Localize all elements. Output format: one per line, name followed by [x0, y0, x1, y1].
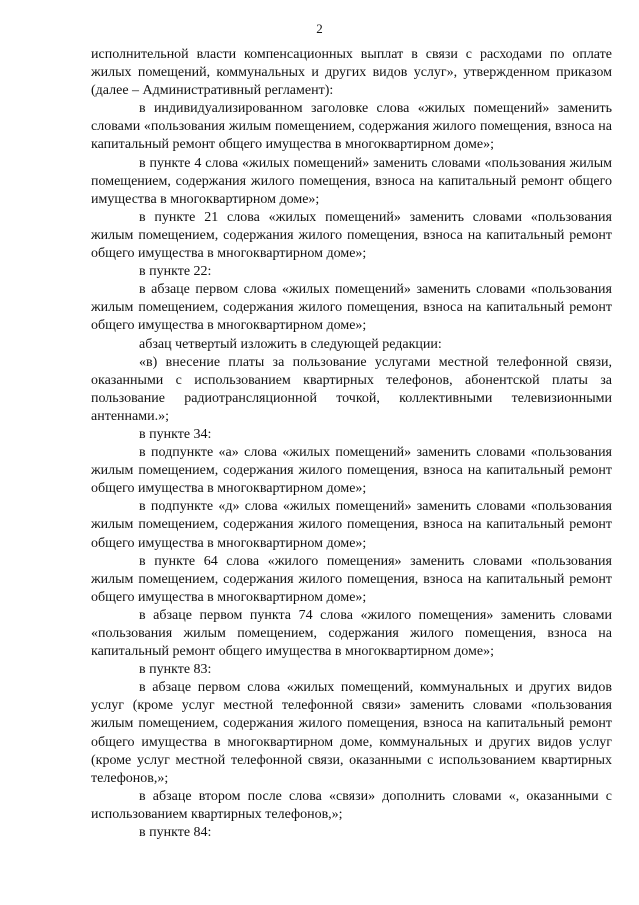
- paragraph: исполнительной власти компенсационных выплат в связи с расходами по оплате жилых помещений, коммунальных и других видов услуг», утвержденном приказом (далее – Административный регламент):: [91, 47, 612, 99]
- paragraph: в абзаце первом пункта 74 слова «жилого помещения» заменить словами «пользования жилым помещением, содержания жилого помещения, взноса на капитальный ремонт общего имущества в многоквартирном доме»;: [91, 607, 612, 660]
- paragraph: в пункте 83:: [139, 662, 212, 678]
- paragraph: в абзаце втором после слова «связи» дополнить словами «, оказанными с использованием квартирных телефонов,»;: [91, 788, 612, 822]
- paragraph: в пункте 22:: [139, 264, 212, 280]
- page-number: 2: [316, 21, 323, 36]
- paragraph: в абзаце первом слова «жилых помещений, коммунальных и других видов услуг (кроме услуг местной телефонной связи» заменить словами «пользования жилым помещением, содержания жилого помещения, взноса на капитальный ремонт общего имущества в многоквартирном доме, коммунальных и других видов услуг (кроме услуг местной телефонной связи, оказанными с использованием квартирных телефонов,»;: [91, 680, 612, 786]
- document-body: [91, 46, 612, 842]
- paragraph: «в) внесение платы за пользование услугами местной телефонной связи, оказанными с использованием квартирных телефонов, абонентской платы за пользование радиотрансляционной точкой, коллективными телевизионными антеннами.»;: [91, 354, 612, 424]
- paragraph: в пункте 4 слова «жилых помещений» заменить словами «пользования жилым помещением, содержания жилого помещения, взноса на капитальный ремонт общего имущества в многоквартирном доме»;: [91, 155, 612, 207]
- paragraph: в индивидуализированном заголовке слова «жилых помещений» заменить словами «пользования жилым помещением, содержания жилого помещения, взноса на капитальный ремонт общего имущества в многоквартирном доме»;: [91, 101, 612, 153]
- paragraph: в пункте 84:: [139, 825, 212, 841]
- paragraph: в пункте 21 слова «жилых помещений» заменить словами «пользования жилым помещением, содержания жилого помещения, взноса на капитальный ремонт общего имущества в многоквартирном доме»;: [91, 209, 612, 262]
- paragraph: в подпункте «д» слова «жилых помещений» заменить словами «пользования жилым помещением, содержания жилого помещения, взноса на капитальный ремонт общего имущества в многоквартирном доме»;: [91, 499, 612, 551]
- paragraph: в абзаце первом слова «жилых помещений» заменить словами «пользования жилым помещением, содержания жилого помещения, взноса на капитальный ремонт общего имущества в многоквартирном доме»;: [91, 282, 612, 334]
- paragraph: в подпункте «а» слова «жилых помещений» заменить словами «пользования жилым помещением, содержания жилого помещения, взноса на капитальный ремонт общего имущества в многоквартирном доме»;: [91, 445, 612, 497]
- paragraph: в пункте 34:: [139, 426, 212, 442]
- paragraph: в пункте 64 слова «жилого помещения» заменить словами «пользования жилым помещением, содержания жилого помещения, взноса на капитальный ремонт общего имущества в многоквартирном доме»;: [91, 553, 612, 605]
- paragraph: абзац четвертый изложить в следующей редакции:: [139, 336, 442, 352]
